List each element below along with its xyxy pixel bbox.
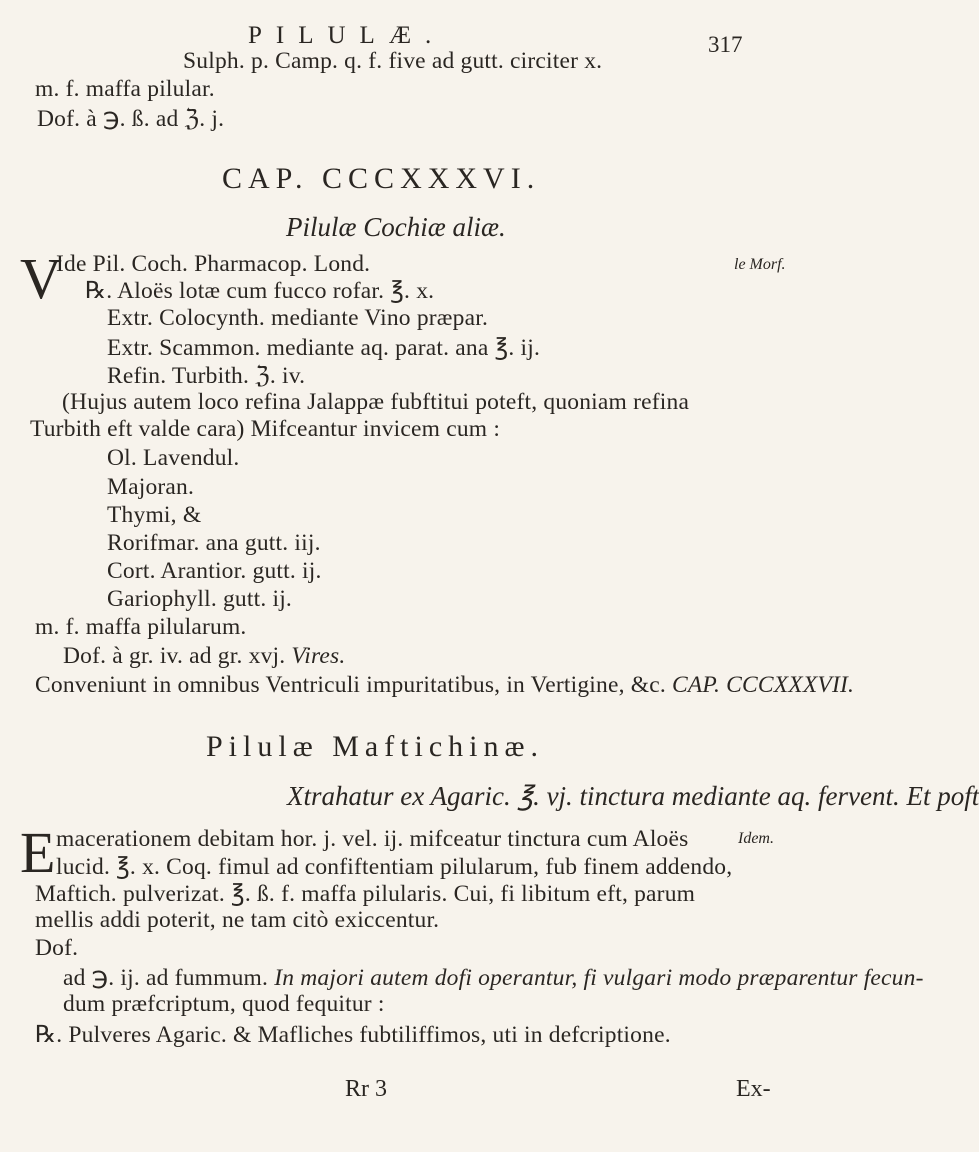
text-line: [63, 963, 924, 992]
text-line: Ide Pil. Coch. Pharmacop. Lond.: [56, 251, 371, 277]
text-line: Dof. à ℈. ß. ad ℨ. j.: [37, 106, 225, 132]
text-line: Gariophyll. gutt. ij.: [107, 586, 293, 612]
drop-cap: E: [20, 820, 56, 885]
text-line: m. f. maffa pilularum.: [35, 614, 247, 640]
text-run: ad ℈. ij. ad fummum.: [63, 965, 269, 991]
text-line: (Hujus autem loco refina Jalappæ fubftitui poteft, quoniam refina: [62, 389, 690, 415]
text-line: Dof.: [35, 935, 79, 961]
text-line: macerationem debitam hor. j. vel. ij. mifceatur tinctura cum Aloës: [56, 826, 689, 852]
text-line: Turbith eft valde cara) Mifceantur invicem cum :: [30, 416, 501, 442]
text-line: Extr. Scammon. mediante aq. parat. ana ℥. ij.: [107, 335, 541, 361]
text-line: [35, 672, 854, 699]
text-run-italic: Vires.: [291, 643, 346, 669]
text-line: [63, 643, 345, 670]
margin-note: Idem.: [738, 830, 774, 847]
text-run: Dof. à gr. iv. ad gr. xvj.: [63, 643, 286, 669]
page-number: 317: [708, 32, 743, 57]
text-line: Majoran.: [107, 474, 195, 500]
text-line: mellis addi poterit, ne tam citò exiccentur.: [35, 907, 440, 933]
text-line: Ol. Lavendul.: [107, 445, 240, 471]
text-line: Maftich. pulverizat. ℥. ß. f. maffa pilularis. Cui, fi libitum eft, parum: [35, 881, 696, 907]
section-subtitle: Xtrahatur ex Agaric. ℥. vj. tinctura mediante aq. fervent. Et poft: [287, 781, 979, 811]
section-subtitle: Pilulæ Cochiæ aliæ.: [286, 212, 506, 242]
catchword: Ex-: [736, 1076, 771, 1102]
drop-cap: V: [20, 246, 62, 311]
text-line: Sulph. p. Camp. q. f. five ad gutt. circiter x.: [183, 48, 603, 74]
text-line: Extr. Colocynth. mediante Vino præpar.: [107, 305, 489, 331]
text-line: ℞. Pulveres Agaric. & Mafliches fubtiliffimos, uti in defcriptione.: [35, 1022, 671, 1048]
chapter-heading: CAP. CCCXXXVI.: [222, 162, 541, 195]
text-run: Conveniunt in omnibus Ventriculi impuritatibus, in Vertigine, &c.: [35, 672, 666, 698]
text-line: ℞. Aloës lotæ cum fucco rofar. ℥. x.: [85, 278, 435, 304]
text-run-italic: In majori autem dofi operantur, fi vulgari modo præparentur fecun-: [274, 965, 924, 991]
running-title: PILULÆ.: [248, 22, 446, 49]
text-line: Rorifmar. ana gutt. iij.: [107, 530, 321, 556]
text-line: Cort. Arantior. gutt. ij.: [107, 558, 322, 584]
text-line: Refin. Turbith. ℨ. iv.: [107, 363, 306, 389]
text-line: lucid. ℥. x. Coq. fimul ad confiftentiam pilularum, fub finem addendo,: [56, 854, 733, 880]
text-line: Thymi, &: [107, 502, 202, 528]
text-run-italic: CAP. CCCXXXVII.: [672, 672, 855, 698]
margin-note: le Morf.: [734, 256, 786, 273]
chapter-heading: Pilulæ Maftichinæ.: [206, 730, 545, 763]
text-line: dum præfcriptum, quod fequitur :: [63, 991, 385, 1017]
signature-mark: Rr 3: [345, 1076, 387, 1102]
text-line: m. f. maffa pilular.: [35, 76, 215, 102]
